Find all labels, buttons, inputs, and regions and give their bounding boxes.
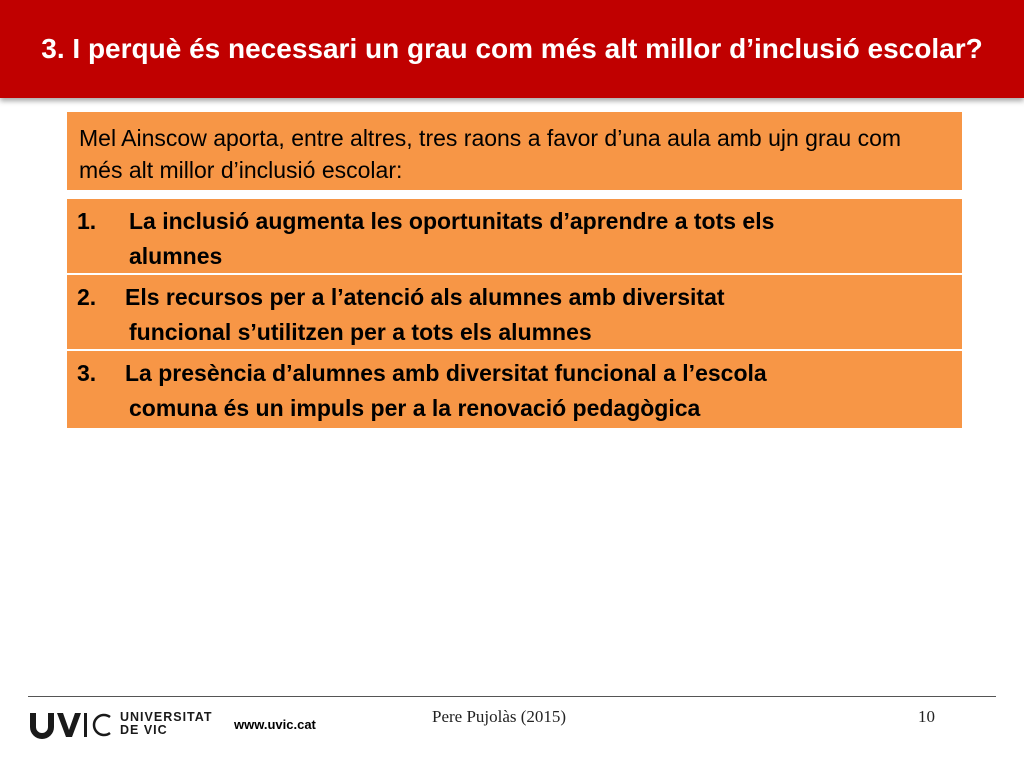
uvic-logo xyxy=(28,707,212,741)
logo-line1: UNIVERSITAT xyxy=(120,710,213,724)
intro-text: Mel Ainscow aporta, entre altres, tres raons a favor d’una aula amb ujn grau com més alt millor d’inclusió escolar: xyxy=(79,125,902,183)
intro-box xyxy=(67,112,962,190)
logo-wordmark xyxy=(120,711,212,737)
logo-line2: DE VIC xyxy=(120,723,168,737)
point-number: 2. xyxy=(77,284,97,310)
point-text-line2: funcional s’utilitzen per a tots els alumnes xyxy=(129,319,592,345)
title-bar xyxy=(0,0,1024,98)
point-text-line1: Els recursos per a l’atenció als alumnes amb diversitat xyxy=(125,284,725,310)
point-text-line2: comuna és un impuls per a la renovació pedagògica xyxy=(129,395,701,421)
point-number: 3. xyxy=(77,360,97,386)
slide-title: 3. I perquè és necessari un grau com més alt millor d’inclusió escolar? xyxy=(41,33,983,64)
point-box-1 xyxy=(67,199,962,274)
uvic-logo-icon xyxy=(28,709,112,739)
point-box-3 xyxy=(67,349,962,428)
slide-number: 10 xyxy=(918,707,935,726)
point-box-2 xyxy=(67,273,962,350)
point-number: 1. xyxy=(77,208,97,234)
point-text-line1: La presència d’alumnes amb diversitat funcional a l’escola xyxy=(125,360,767,386)
website-link[interactable]: www.uvic.cat xyxy=(234,717,316,732)
point-text-line2: alumnes xyxy=(129,243,223,269)
author-credit: Pere Pujolàs (2015) xyxy=(432,707,567,726)
footer-divider xyxy=(28,696,996,697)
point-text-line1: La inclusió augmenta les oportunitats d’aprendre a tots els xyxy=(129,208,775,234)
